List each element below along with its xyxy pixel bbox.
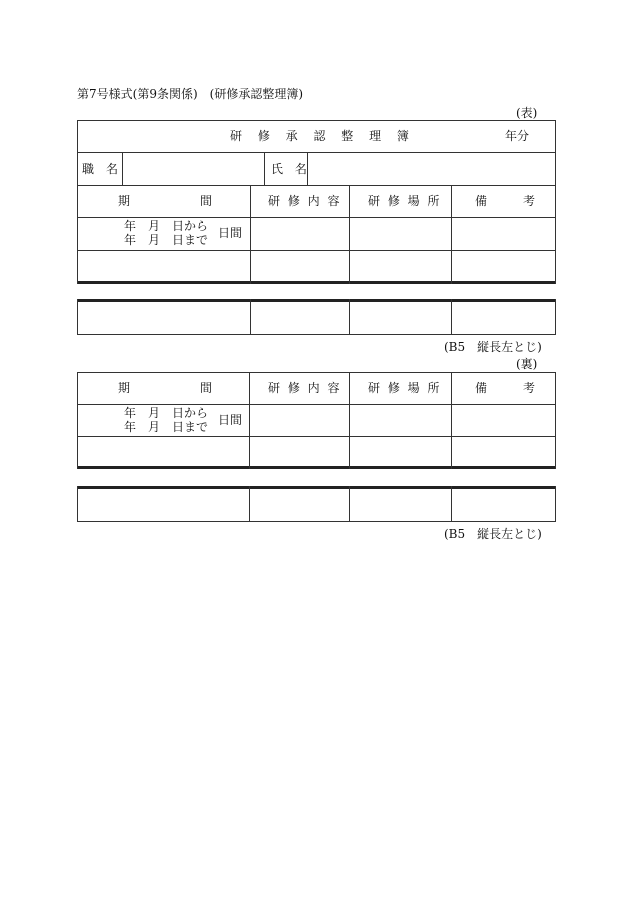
period-from: 年 月 日から — [124, 219, 209, 233]
back-col-remarks-1: 備 — [475, 381, 488, 395]
back-mark: (裏) — [516, 357, 538, 371]
col-period-1: 期 — [118, 194, 131, 208]
year-label: 年分 — [505, 129, 530, 143]
front-title: 研 修 承 認 整 理 簿 — [230, 129, 415, 143]
col-content: 研 修 内 容 — [268, 194, 342, 208]
back-col-content: 研 修 内 容 — [268, 381, 342, 395]
front-mark: (表) — [516, 106, 538, 120]
name-label: 氏 名 — [271, 162, 311, 176]
back-col-period-2: 間 — [200, 381, 213, 395]
col-period-2: 間 — [200, 194, 213, 208]
back-period-from: 年 月 日から — [124, 406, 209, 420]
back-col-remarks-2: 考 — [523, 381, 536, 395]
back-col-period-1: 期 — [118, 381, 131, 395]
back-period-days: 日間 — [218, 413, 243, 427]
back-period-to: 年 月 日まで — [124, 420, 209, 434]
position-label: 職 名 — [82, 162, 119, 176]
col-place: 研 修 場 所 — [368, 194, 442, 208]
col-remarks-2: 考 — [523, 194, 536, 208]
name-field[interactable] — [313, 162, 549, 178]
form-title: 第7号様式(第9条関係) (研修承認整理簿) — [77, 87, 303, 101]
back-footer: (B5 縦長左とじ) — [444, 527, 542, 541]
period-days: 日間 — [218, 226, 243, 240]
period-to: 年 月 日まで — [124, 233, 209, 247]
col-remarks-1: 備 — [475, 194, 488, 208]
front-footer: (B5 縦長左とじ) — [444, 340, 542, 354]
back-col-place: 研 修 場 所 — [368, 381, 442, 395]
position-field[interactable] — [128, 162, 258, 178]
